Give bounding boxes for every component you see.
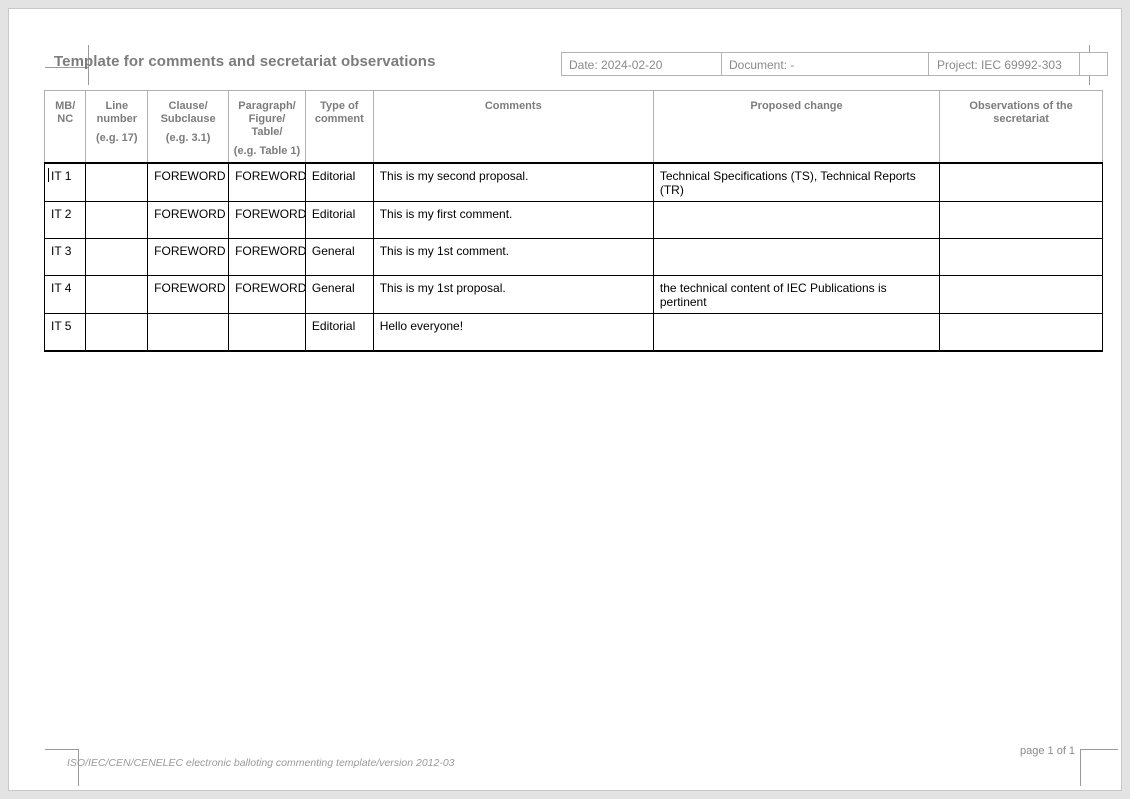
footer-template-note: ISO/IEC/CEN/CENELEC electronic balloting commenting template/version 2012-03 xyxy=(67,757,455,769)
table-body xyxy=(45,163,1103,351)
cell-proposed[interactable]: Technical Specifications (TS), Technical Reports (TR) xyxy=(653,163,939,202)
cell-type[interactable]: General xyxy=(305,239,373,276)
cell-clause[interactable]: FOREWORD xyxy=(148,163,229,202)
table-row xyxy=(45,276,1103,314)
cell-paragraph[interactable]: FOREWORD xyxy=(229,163,306,202)
page-title: Template for comments and secretariat observations xyxy=(54,53,436,70)
cell-clause[interactable] xyxy=(148,314,229,351)
cell-mb-nc[interactable]: IT 1 xyxy=(45,163,86,202)
cell-line-number[interactable] xyxy=(86,239,148,276)
cell-comments[interactable]: This is my 1st proposal. xyxy=(373,276,653,314)
cell-observations[interactable] xyxy=(940,202,1103,239)
cell-line-number[interactable] xyxy=(86,276,148,314)
comments-table xyxy=(44,90,1103,352)
column-header-observations: Observations of the secretariat xyxy=(940,91,1103,164)
cell-comments[interactable]: Hello everyone! xyxy=(373,314,653,351)
cell-observations[interactable] xyxy=(940,276,1103,314)
cell-line-number[interactable] xyxy=(86,163,148,202)
column-header-proposed-change: Proposed change xyxy=(653,91,939,164)
cell-clause[interactable]: FOREWORD xyxy=(148,202,229,239)
table-row xyxy=(45,202,1103,239)
cell-paragraph[interactable]: FOREWORD xyxy=(229,239,306,276)
cell-proposed[interactable]: the technical content of IEC Publications is pertinent xyxy=(653,276,939,314)
header-fields xyxy=(561,52,1108,76)
table-row xyxy=(45,314,1103,351)
column-header-paragraph: Paragraph/ Figure/ Table/ (e.g. Table 1) xyxy=(229,91,306,164)
footer-page-number: page 1 of 1 xyxy=(1020,745,1076,757)
cell-mb-nc[interactable]: IT 2 xyxy=(45,202,86,239)
cell-observations[interactable] xyxy=(940,314,1103,351)
cell-type[interactable]: Editorial xyxy=(305,163,373,202)
column-header-comments: Comments xyxy=(373,91,653,164)
project-field[interactable]: Project: IEC 69992-303 xyxy=(929,53,1080,75)
table-header-row xyxy=(45,91,1103,164)
cell-comments[interactable]: This is my 1st comment. xyxy=(373,239,653,276)
table-header xyxy=(45,91,1103,164)
cell-proposed[interactable] xyxy=(653,314,939,351)
cell-paragraph[interactable]: FOREWORD xyxy=(229,276,306,314)
cell-line-number[interactable] xyxy=(86,202,148,239)
date-field[interactable]: Date: 2024-02-20 xyxy=(562,53,722,75)
cell-type[interactable]: Editorial xyxy=(305,314,373,351)
document-field[interactable]: Document: - xyxy=(722,53,929,75)
cell-mb-nc[interactable]: IT 3 xyxy=(45,239,86,276)
cell-clause[interactable]: FOREWORD xyxy=(148,239,229,276)
cell-mb-nc[interactable]: IT 5 xyxy=(45,314,86,351)
cell-observations[interactable] xyxy=(940,163,1103,202)
table-row xyxy=(45,239,1103,276)
cell-paragraph[interactable]: FOREWORD xyxy=(229,202,306,239)
margin-mark-bottom-right xyxy=(1072,744,1118,786)
blank-field[interactable] xyxy=(1080,53,1107,75)
document-page xyxy=(8,8,1122,791)
column-header-line-number: Line number (e.g. 17) xyxy=(86,91,148,164)
column-header-type: Type of comment xyxy=(305,91,373,164)
text-caret xyxy=(48,168,49,182)
cell-comments[interactable]: This is my second proposal. xyxy=(373,163,653,202)
cell-clause[interactable]: FOREWORD xyxy=(148,276,229,314)
cell-comments[interactable]: This is my first comment. xyxy=(373,202,653,239)
cell-observations[interactable] xyxy=(940,239,1103,276)
cell-proposed[interactable] xyxy=(653,239,939,276)
cell-mb-nc[interactable]: IT 4 xyxy=(45,276,86,314)
cell-type[interactable]: General xyxy=(305,276,373,314)
cell-type[interactable]: Editorial xyxy=(305,202,373,239)
cell-paragraph[interactable] xyxy=(229,314,306,351)
cell-line-number[interactable] xyxy=(86,314,148,351)
column-header-clause: Clause/ Subclause (e.g. 3.1) xyxy=(148,91,229,164)
cell-proposed[interactable] xyxy=(653,202,939,239)
column-header-mb-nc: MB/ NC xyxy=(45,91,86,164)
table-row xyxy=(45,163,1103,202)
